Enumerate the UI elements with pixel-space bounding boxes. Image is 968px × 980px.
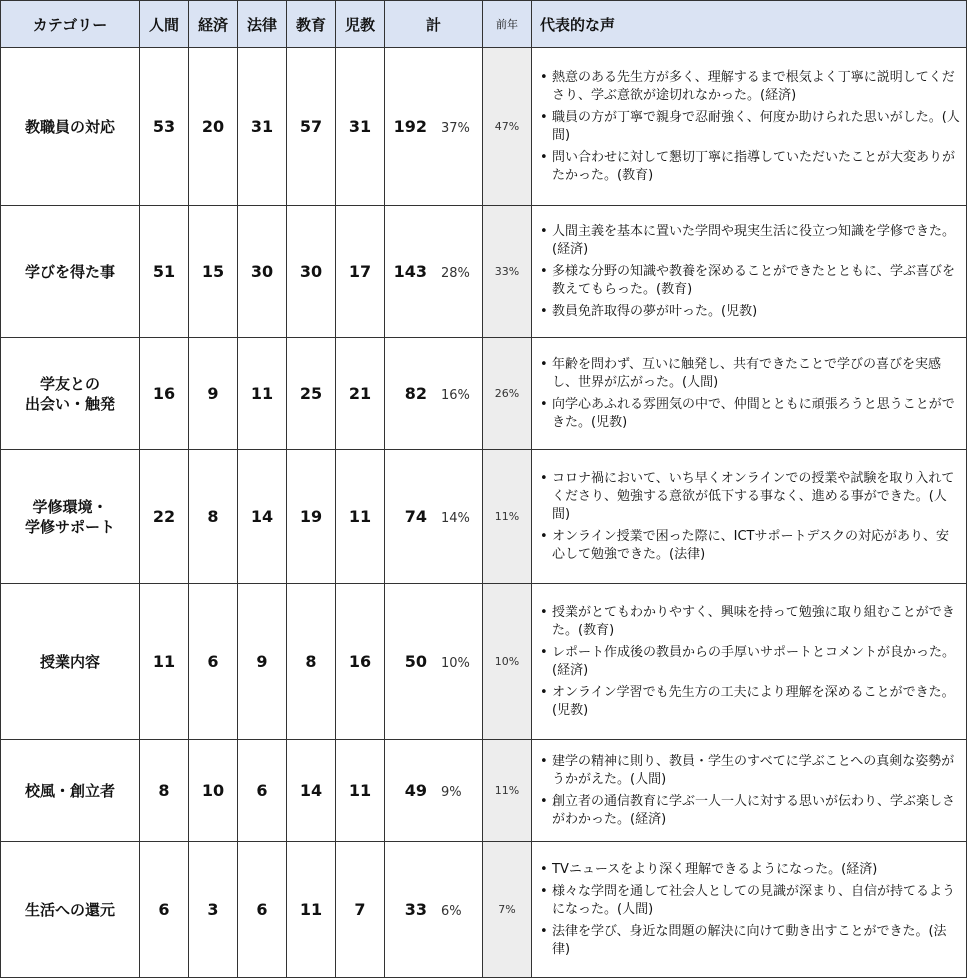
voices-cell xyxy=(532,48,967,206)
voice-item: • 人間主義を基本に置いた学問や現実生活に役立つ知識を学修できた。(経済) xyxy=(540,223,960,259)
prev-year-percent: 33% xyxy=(483,206,532,338)
count-keizai: 10 xyxy=(189,740,238,842)
voice-item: • オンライン学習でも先生方の工夫により理解を深めることができた。(児教) xyxy=(540,684,960,720)
header-voices: 代表的な声 xyxy=(532,1,967,48)
voice-item: • コロナ禍において、いち早くオンラインでの授業や試験を取り入れてくださり、勉強する意欲が低下する事なく、進める事ができた。(人間) xyxy=(540,470,960,524)
count-kyouiku: 11 xyxy=(287,842,336,978)
count-keizai: 8 xyxy=(189,450,238,584)
category-cell: 教職員の対応 xyxy=(1,48,140,206)
voice-item: • レポート作成後の教員からの手厚いサポートとコメントが良かった。(経済) xyxy=(540,644,960,680)
table-row xyxy=(1,740,967,842)
header-ningen: 人間 xyxy=(140,1,189,48)
voice-item: • 授業がとてもわかりやすく、興味を持って勉強に取り組むことができた。(教育) xyxy=(540,604,960,640)
count-kyouiku: 14 xyxy=(287,740,336,842)
header-total: 計 xyxy=(385,1,483,48)
total-cell xyxy=(385,450,483,584)
voices-cell xyxy=(532,584,967,740)
total-count: 49 xyxy=(404,781,427,800)
prev-year-percent: 10% xyxy=(483,584,532,740)
count-jikyou: 21 xyxy=(336,338,385,450)
count-keizai: 9 xyxy=(189,338,238,450)
prev-year-percent: 7% xyxy=(483,842,532,978)
count-jikyou: 31 xyxy=(336,48,385,206)
count-ningen: 16 xyxy=(140,338,189,450)
prev-year-percent: 26% xyxy=(483,338,532,450)
count-houritsu: 11 xyxy=(238,338,287,450)
table-body xyxy=(1,48,967,978)
header-jikyou: 児教 xyxy=(336,1,385,48)
count-ningen: 22 xyxy=(140,450,189,584)
voice-item: • 様々な学問を通して社会人としての見識が深まり、自信が持てるようになった。(人間) xyxy=(540,883,960,919)
count-ningen: 51 xyxy=(140,206,189,338)
voices-list xyxy=(540,861,960,959)
voice-item: • 向学心あふれる雰囲気の中で、仲間とともに頑張ろうと思うことができた。(児教) xyxy=(540,396,960,432)
total-percent: 6% xyxy=(441,904,462,919)
voice-item: • 多様な分野の知識や教養を深めることができたとともに、学ぶ喜びを教えてもらった。(教育) xyxy=(540,263,960,299)
category-cell: 校風・創立者 xyxy=(1,740,140,842)
voices-list xyxy=(540,356,960,432)
table-row xyxy=(1,842,967,978)
count-houritsu: 30 xyxy=(238,206,287,338)
count-keizai: 20 xyxy=(189,48,238,206)
total-percent: 10% xyxy=(441,656,470,671)
voice-item: • 年齢を問わず、互いに触発し、共有できたことで学びの喜びを実感し、世界が広がった。(人間) xyxy=(540,356,960,392)
count-keizai: 3 xyxy=(189,842,238,978)
voices-cell xyxy=(532,450,967,584)
total-cell xyxy=(385,842,483,978)
count-kyouiku: 30 xyxy=(287,206,336,338)
count-houritsu: 14 xyxy=(238,450,287,584)
header-kyouiku: 教育 xyxy=(287,1,336,48)
count-ningen: 11 xyxy=(140,584,189,740)
count-jikyou: 11 xyxy=(336,740,385,842)
count-keizai: 6 xyxy=(189,584,238,740)
category-cell: 学修環境・ 学修サポート xyxy=(1,450,140,584)
total-percent: 14% xyxy=(441,511,470,526)
voices-cell xyxy=(532,338,967,450)
total-cell xyxy=(385,584,483,740)
count-kyouiku: 25 xyxy=(287,338,336,450)
voices-cell xyxy=(532,842,967,978)
count-houritsu: 31 xyxy=(238,48,287,206)
table-row xyxy=(1,206,967,338)
voice-item: • 創立者の通信教育に学ぶ一人一人に対する思いが伝わり、学ぶ楽しさがわかった。(経済) xyxy=(540,793,960,829)
voice-item: • 熱意のある先生方が多く、理解するまで根気よく丁寧に説明してくださり、学ぶ意欲が途切れなかった。(経済) xyxy=(540,69,960,105)
table-row xyxy=(1,450,967,584)
prev-year-percent: 11% xyxy=(483,740,532,842)
count-ningen: 53 xyxy=(140,48,189,206)
total-count: 82 xyxy=(404,384,427,403)
count-houritsu: 6 xyxy=(238,740,287,842)
voice-item: • 教員免許取得の夢が叶った。(児教) xyxy=(540,303,960,321)
prev-year-percent: 47% xyxy=(483,48,532,206)
total-percent: 28% xyxy=(441,266,470,281)
voice-item: • 問い合わせに対して懇切丁寧に指導していただいたことが大変ありがたかった。(教育) xyxy=(540,149,960,185)
header-keizai: 経済 xyxy=(189,1,238,48)
count-keizai: 15 xyxy=(189,206,238,338)
total-cell xyxy=(385,48,483,206)
count-houritsu: 6 xyxy=(238,842,287,978)
total-percent: 16% xyxy=(441,388,470,403)
count-houritsu: 9 xyxy=(238,584,287,740)
count-ningen: 8 xyxy=(140,740,189,842)
table-row xyxy=(1,338,967,450)
total-cell xyxy=(385,338,483,450)
table-row xyxy=(1,584,967,740)
category-cell: 学びを得た事 xyxy=(1,206,140,338)
voice-item: • TVニュースをより深く理解できるようになった。(経済) xyxy=(540,861,960,879)
total-cell xyxy=(385,740,483,842)
total-count: 50 xyxy=(404,652,427,671)
table-row xyxy=(1,48,967,206)
voices-list xyxy=(540,753,960,829)
category-cell: 授業内容 xyxy=(1,584,140,740)
prev-year-percent: 11% xyxy=(483,450,532,584)
count-jikyou: 7 xyxy=(336,842,385,978)
total-cell xyxy=(385,206,483,338)
header-prev-year: 前年 xyxy=(483,1,532,48)
total-percent: 37% xyxy=(441,121,470,136)
voices-list xyxy=(540,470,960,564)
count-kyouiku: 8 xyxy=(287,584,336,740)
header-row xyxy=(1,1,967,48)
voice-item: • オンライン授業で困った際に、ICTサポートデスクの対応があり、安心して勉強できた。(法律) xyxy=(540,528,960,564)
voices-list xyxy=(540,604,960,720)
count-kyouiku: 57 xyxy=(287,48,336,206)
voices-list xyxy=(540,223,960,321)
voices-list xyxy=(540,69,960,185)
total-percent: 9% xyxy=(441,785,462,800)
header-category: カテゴリー xyxy=(1,1,140,48)
category-cell: 生活への還元 xyxy=(1,842,140,978)
count-kyouiku: 19 xyxy=(287,450,336,584)
count-jikyou: 17 xyxy=(336,206,385,338)
voice-item: • 法律を学び、身近な問題の解決に向けて動き出すことができた。(法律) xyxy=(540,923,960,959)
count-jikyou: 16 xyxy=(336,584,385,740)
total-count: 74 xyxy=(404,507,427,526)
category-cell: 学友との 出会い・触発 xyxy=(1,338,140,450)
total-count: 192 xyxy=(393,117,427,136)
voice-item: • 職員の方が丁寧で親身で忍耐強く、何度か助けられた思いがした。(人間) xyxy=(540,109,960,145)
total-count: 143 xyxy=(393,262,427,281)
total-count: 33 xyxy=(404,900,427,919)
count-jikyou: 11 xyxy=(336,450,385,584)
voices-cell xyxy=(532,206,967,338)
count-ningen: 6 xyxy=(140,842,189,978)
voices-cell xyxy=(532,740,967,842)
voice-item: • 建学の精神に則り、教員・学生のすべてに学ぶことへの真剣な姿勢がうかがえた。(人間) xyxy=(540,753,960,789)
header-houritsu: 法律 xyxy=(238,1,287,48)
